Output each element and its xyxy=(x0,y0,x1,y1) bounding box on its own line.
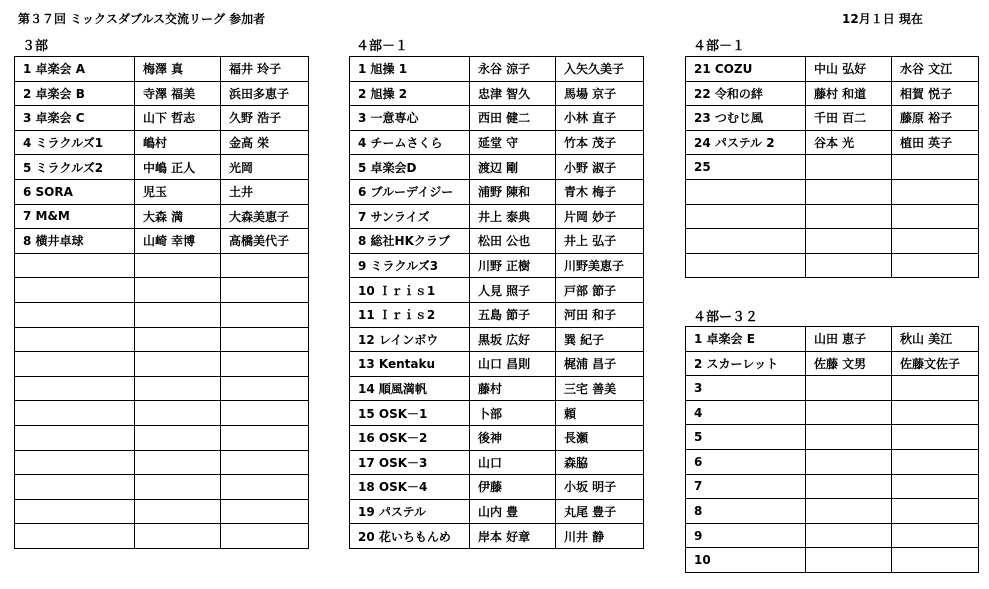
table-row xyxy=(350,204,644,229)
page-title: 第３７回 ミックスダブルス交流リーグ 参加者 xyxy=(18,12,266,26)
table-row xyxy=(15,81,309,106)
table-row xyxy=(15,253,309,278)
team-name-cell: 12 レインボウ xyxy=(350,327,470,352)
team-name-cell: 20 花いちもんめ xyxy=(350,524,470,549)
table-row xyxy=(350,475,644,500)
player-male-cell xyxy=(806,179,892,204)
table-row xyxy=(15,57,309,82)
player-female-cell xyxy=(892,229,979,254)
player-female-cell xyxy=(892,474,979,499)
player-male-cell xyxy=(135,401,221,426)
player-female-cell: 巽 紀子 xyxy=(556,327,644,352)
division-table xyxy=(14,56,309,549)
table-row xyxy=(686,351,979,376)
player-female-cell: 河田 和子 xyxy=(556,302,644,327)
player-male-cell xyxy=(135,475,221,500)
player-male-cell xyxy=(135,327,221,352)
table-row xyxy=(15,130,309,155)
player-female-cell xyxy=(892,179,979,204)
player-female-cell: 馬場 京子 xyxy=(556,81,644,106)
team-name-cell xyxy=(15,253,135,278)
player-male-cell: 嶋村 xyxy=(135,130,221,155)
team-name-cell xyxy=(686,253,806,278)
player-female-cell: 三宅 善美 xyxy=(556,376,644,401)
team-name-cell: 6 ブルーデイジー xyxy=(350,179,470,204)
player-male-cell: 黒坂 広好 xyxy=(470,327,556,352)
table-row xyxy=(350,450,644,475)
player-female-cell: 水谷 文江 xyxy=(892,57,979,82)
player-male-cell: 谷本 光 xyxy=(806,130,892,155)
player-female-cell xyxy=(892,548,979,573)
player-male-cell xyxy=(806,376,892,401)
player-female-cell xyxy=(221,302,309,327)
player-female-cell: 青木 梅子 xyxy=(556,179,644,204)
player-female-cell: 入矢久美子 xyxy=(556,57,644,82)
player-female-cell xyxy=(221,352,309,377)
division-table xyxy=(685,326,979,573)
division-heading: ３部 xyxy=(22,39,49,54)
table-row xyxy=(686,327,979,352)
table-row xyxy=(686,204,979,229)
team-name-cell: 1 旭操 1 xyxy=(350,57,470,82)
table-row xyxy=(686,400,979,425)
table-row xyxy=(15,106,309,131)
player-female-cell: 戸部 節子 xyxy=(556,278,644,303)
table-row xyxy=(15,425,309,450)
player-female-cell: 頼 xyxy=(556,401,644,426)
table-row xyxy=(686,425,979,450)
player-female-cell xyxy=(892,253,979,278)
table-row xyxy=(15,475,309,500)
table-row xyxy=(350,499,644,524)
player-male-cell: 人見 照子 xyxy=(470,278,556,303)
player-male-cell: 五島 節子 xyxy=(470,302,556,327)
player-male-cell xyxy=(135,376,221,401)
table-row xyxy=(686,81,979,106)
player-female-cell xyxy=(221,425,309,450)
table-row xyxy=(350,155,644,180)
player-female-cell xyxy=(892,204,979,229)
division-table xyxy=(349,56,644,549)
player-female-cell: 竹本 茂子 xyxy=(556,130,644,155)
player-female-cell xyxy=(892,155,979,180)
team-name-cell: 8 総社HKクラブ xyxy=(350,229,470,254)
table-row xyxy=(686,179,979,204)
table-row xyxy=(15,229,309,254)
as-of-date: 12月１日 現在 xyxy=(842,12,923,26)
table-row xyxy=(686,253,979,278)
player-male-cell: 佐藤 文男 xyxy=(806,351,892,376)
player-female-cell xyxy=(221,499,309,524)
player-male-cell: 山口 xyxy=(470,450,556,475)
player-male-cell: 山口 昌則 xyxy=(470,352,556,377)
team-name-cell xyxy=(15,425,135,450)
table-row xyxy=(686,376,979,401)
table-row xyxy=(15,155,309,180)
table-row xyxy=(15,450,309,475)
player-male-cell: 浦野 陳和 xyxy=(470,179,556,204)
player-male-cell xyxy=(135,253,221,278)
player-male-cell xyxy=(806,474,892,499)
player-female-cell xyxy=(892,523,979,548)
team-name-cell: 10 Ｉｒｉｓ1 xyxy=(350,278,470,303)
team-name-cell: 23 つむじ風 xyxy=(686,106,806,131)
division-heading: ４部－１ xyxy=(356,39,409,54)
table-row xyxy=(686,130,979,155)
player-female-cell: 片岡 妙子 xyxy=(556,204,644,229)
team-name-cell xyxy=(15,524,135,549)
player-female-cell xyxy=(892,400,979,425)
table-row xyxy=(15,499,309,524)
player-male-cell: 渡辺 剛 xyxy=(470,155,556,180)
table-row xyxy=(15,524,309,549)
team-name-cell: 5 xyxy=(686,425,806,450)
player-female-cell: 梶浦 昌子 xyxy=(556,352,644,377)
player-female-cell: 高橋美代子 xyxy=(221,229,309,254)
player-male-cell: 山下 哲志 xyxy=(135,106,221,131)
player-female-cell: 川井 静 xyxy=(556,524,644,549)
team-name-cell: 19 パステル xyxy=(350,499,470,524)
division-heading: ４部－１ xyxy=(693,39,746,54)
player-male-cell xyxy=(806,155,892,180)
team-name-cell: 16 OSK－2 xyxy=(350,425,470,450)
table-row xyxy=(15,376,309,401)
player-female-cell: 小林 直子 xyxy=(556,106,644,131)
player-female-cell xyxy=(221,401,309,426)
table-row xyxy=(350,425,644,450)
player-female-cell xyxy=(221,524,309,549)
division-table xyxy=(685,56,979,278)
table-row xyxy=(350,229,644,254)
team-name-cell: 6 xyxy=(686,449,806,474)
player-male-cell: 井上 泰典 xyxy=(470,204,556,229)
player-male-cell: 岸本 好章 xyxy=(470,524,556,549)
team-name-cell: 8 xyxy=(686,499,806,524)
team-name-cell: 3 卓楽会 C xyxy=(15,106,135,131)
team-name-cell: 4 ミラクルズ1 xyxy=(15,130,135,155)
table-row xyxy=(686,548,979,573)
player-male-cell xyxy=(806,229,892,254)
player-male-cell xyxy=(135,302,221,327)
player-female-cell: 小野 淑子 xyxy=(556,155,644,180)
player-female-cell xyxy=(221,327,309,352)
team-name-cell: 2 卓楽会 B xyxy=(15,81,135,106)
player-male-cell: 川野 正樹 xyxy=(470,253,556,278)
player-female-cell: 福井 玲子 xyxy=(221,57,309,82)
team-name-cell: 4 xyxy=(686,400,806,425)
team-name-cell: 13 Kentaku xyxy=(350,352,470,377)
table-row xyxy=(350,106,644,131)
team-name-cell xyxy=(15,401,135,426)
team-name-cell: 5 卓楽会D xyxy=(350,155,470,180)
team-name-cell xyxy=(15,499,135,524)
team-name-cell: 22 令和の絆 xyxy=(686,81,806,106)
table-row xyxy=(15,278,309,303)
player-male-cell xyxy=(806,253,892,278)
player-female-cell: 相賀 悦子 xyxy=(892,81,979,106)
table-row xyxy=(686,449,979,474)
player-male-cell xyxy=(135,524,221,549)
player-female-cell: 川野美恵子 xyxy=(556,253,644,278)
player-male-cell: 藤村 和道 xyxy=(806,81,892,106)
table-row xyxy=(15,352,309,377)
player-female-cell: 金高 栄 xyxy=(221,130,309,155)
team-name-cell: 14 順風満帆 xyxy=(350,376,470,401)
player-female-cell xyxy=(892,376,979,401)
player-male-cell xyxy=(806,425,892,450)
player-female-cell: 浜田多恵子 xyxy=(221,81,309,106)
player-female-cell: 丸尾 豊子 xyxy=(556,499,644,524)
player-male-cell: 山内 豊 xyxy=(470,499,556,524)
player-female-cell: 藤原 裕子 xyxy=(892,106,979,131)
player-male-cell xyxy=(806,400,892,425)
player-male-cell xyxy=(135,425,221,450)
team-name-cell xyxy=(15,450,135,475)
player-female-cell: 長瀬 xyxy=(556,425,644,450)
team-name-cell xyxy=(15,327,135,352)
team-name-cell: 7 M&M xyxy=(15,204,135,229)
table-row xyxy=(350,327,644,352)
team-name-cell xyxy=(686,229,806,254)
table-row xyxy=(686,499,979,524)
table-row xyxy=(350,81,644,106)
table-row xyxy=(15,401,309,426)
table-row xyxy=(686,523,979,548)
table-row xyxy=(350,376,644,401)
team-name-cell: 9 ミラクルズ3 xyxy=(350,253,470,278)
player-male-cell xyxy=(806,204,892,229)
team-name-cell: 25 xyxy=(686,155,806,180)
player-male-cell: 寺澤 福美 xyxy=(135,81,221,106)
player-female-cell xyxy=(892,425,979,450)
table-row xyxy=(686,106,979,131)
team-name-cell: 6 SORA xyxy=(15,179,135,204)
player-male-cell: 後神 xyxy=(470,425,556,450)
team-name-cell: 7 サンライズ xyxy=(350,204,470,229)
player-male-cell: 藤村 xyxy=(470,376,556,401)
team-name-cell: 17 OSK－3 xyxy=(350,450,470,475)
division-heading: ４部ー３２ xyxy=(693,310,759,325)
team-name-cell xyxy=(15,278,135,303)
player-female-cell xyxy=(892,499,979,524)
player-male-cell: 千田 百二 xyxy=(806,106,892,131)
team-name-cell: 18 OSK－4 xyxy=(350,475,470,500)
team-name-cell: 3 一意専心 xyxy=(350,106,470,131)
player-female-cell xyxy=(221,376,309,401)
player-female-cell: 久野 浩子 xyxy=(221,106,309,131)
player-male-cell xyxy=(806,523,892,548)
team-name-cell: 1 卓楽会 E xyxy=(686,327,806,352)
team-name-cell: 5 ミラクルズ2 xyxy=(15,155,135,180)
table-row xyxy=(686,229,979,254)
player-male-cell: 伊藤 xyxy=(470,475,556,500)
player-male-cell: 梅澤 真 xyxy=(135,57,221,82)
player-male-cell xyxy=(135,352,221,377)
player-female-cell: 秋山 美江 xyxy=(892,327,979,352)
player-male-cell: 永谷 涼子 xyxy=(470,57,556,82)
player-female-cell xyxy=(221,450,309,475)
team-name-cell xyxy=(15,376,135,401)
player-male-cell: 卜部 xyxy=(470,401,556,426)
player-male-cell: 西田 健二 xyxy=(470,106,556,131)
player-male-cell xyxy=(806,548,892,573)
player-male-cell xyxy=(135,499,221,524)
player-male-cell: 山田 恵子 xyxy=(806,327,892,352)
player-male-cell: 忠津 智久 xyxy=(470,81,556,106)
table-row xyxy=(350,130,644,155)
table-row xyxy=(350,302,644,327)
team-name-cell xyxy=(15,302,135,327)
table-row xyxy=(686,155,979,180)
player-female-cell: 光岡 xyxy=(221,155,309,180)
team-name-cell: 10 xyxy=(686,548,806,573)
team-name-cell: 8 横井卓球 xyxy=(15,229,135,254)
player-female-cell xyxy=(892,449,979,474)
team-name-cell xyxy=(15,475,135,500)
player-female-cell: 佐藤文佐子 xyxy=(892,351,979,376)
player-male-cell: 中嶋 正人 xyxy=(135,155,221,180)
team-name-cell: 24 パステル 2 xyxy=(686,130,806,155)
player-male-cell xyxy=(135,278,221,303)
player-male-cell xyxy=(806,499,892,524)
player-male-cell: 松田 公也 xyxy=(470,229,556,254)
player-female-cell xyxy=(221,278,309,303)
table-row xyxy=(686,57,979,82)
player-male-cell: 児玉 xyxy=(135,179,221,204)
player-male-cell: 大森 満 xyxy=(135,204,221,229)
team-name-cell xyxy=(15,352,135,377)
player-female-cell: 井上 弘子 xyxy=(556,229,644,254)
team-name-cell: 7 xyxy=(686,474,806,499)
player-male-cell xyxy=(806,449,892,474)
player-male-cell: 中山 弘好 xyxy=(806,57,892,82)
player-female-cell: 大森美恵子 xyxy=(221,204,309,229)
table-row xyxy=(350,179,644,204)
table-row xyxy=(350,57,644,82)
team-name-cell: 9 xyxy=(686,523,806,548)
table-row xyxy=(350,253,644,278)
player-male-cell xyxy=(135,450,221,475)
player-female-cell: 土井 xyxy=(221,179,309,204)
team-name-cell xyxy=(686,204,806,229)
team-name-cell: 15 OSK－1 xyxy=(350,401,470,426)
team-name-cell: 11 Ｉｒｉｓ2 xyxy=(350,302,470,327)
team-name-cell xyxy=(686,179,806,204)
table-row xyxy=(350,401,644,426)
team-name-cell: 2 旭操 2 xyxy=(350,81,470,106)
team-name-cell: 3 xyxy=(686,376,806,401)
table-row xyxy=(15,302,309,327)
table-row xyxy=(15,327,309,352)
table-row xyxy=(350,278,644,303)
team-name-cell: 1 卓楽会 A xyxy=(15,57,135,82)
table-row xyxy=(15,204,309,229)
player-female-cell xyxy=(221,475,309,500)
player-female-cell: 小坂 明子 xyxy=(556,475,644,500)
player-female-cell xyxy=(221,253,309,278)
table-row xyxy=(350,352,644,377)
table-row xyxy=(686,474,979,499)
player-male-cell: 延堂 守 xyxy=(470,130,556,155)
table-row xyxy=(15,179,309,204)
player-female-cell: 森脇 xyxy=(556,450,644,475)
table-row xyxy=(350,524,644,549)
player-female-cell: 植田 英子 xyxy=(892,130,979,155)
team-name-cell: 21 COZU xyxy=(686,57,806,82)
team-name-cell: 4 チームさくら xyxy=(350,130,470,155)
team-name-cell: 2 スカーレット xyxy=(686,351,806,376)
player-male-cell: 山崎 幸博 xyxy=(135,229,221,254)
